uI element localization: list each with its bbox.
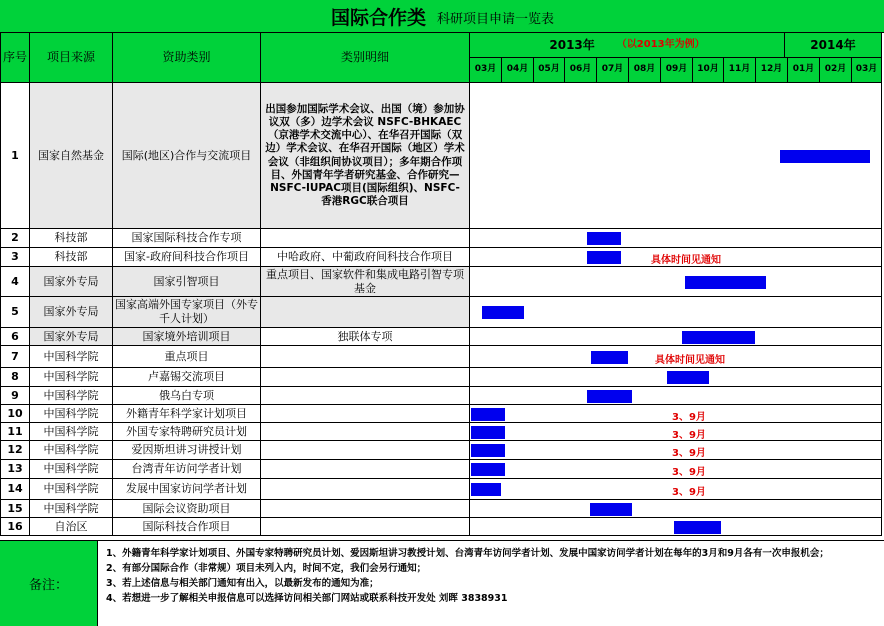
row-seq: 10 [0,405,30,423]
timeline-bar [471,463,505,476]
row-detail [261,441,470,460]
row-detail: 独联体专项 [261,328,470,346]
timeline-bar [667,371,709,384]
row-seq: 14 [0,479,30,500]
row-detail: 出国参加国际学术会议、出国（境）参加协议双（多）边学术会议 NSFC-BHKAEC（京港学术交流中心）、在华召开国际（双边）学术会议、在华召开国际（地区）学术会议（非组织间协议项目）；多年期合作项目、外国青年学者研究基金、合作研究—NSFC-IUPAC项目(国际组织)、NSFC-香港RGC联合项目 [261,83,470,229]
row-seq: 6 [0,328,30,346]
row-seq: 11 [0,423,30,441]
row-type: 发展中国家访问学者计划 [113,479,261,500]
timeline-bar [682,331,755,344]
row-seq: 2 [0,229,30,248]
row-timeline [470,267,882,297]
header-type: 资助类别 [113,33,261,83]
row-detail [261,405,470,423]
row-source: 中国科学院 [30,346,113,368]
row-detail [261,297,470,328]
row-source: 中国科学院 [30,387,113,405]
timeline-bar [674,521,721,534]
row-detail: 中哈政府、中葡政府间科技合作项目 [261,248,470,267]
row-source: 中国科学院 [30,500,113,518]
row-source: 自治区 [30,518,113,536]
row-seq: 16 [0,518,30,536]
page-title: 国际合作类 [331,7,427,29]
row-type: 国际会议资助项目 [113,500,261,518]
month-header: 01月 [788,58,820,83]
month-header: 06月 [565,58,597,83]
footer-note-4: 4、若想进一步了解相关申报信息可以选择访问相关部门网站或联系科技开发处 刘晖 3838931 [106,593,508,604]
row-detail [261,423,470,441]
timeline-bar [482,306,524,319]
timeline-note: 3、9月 [672,467,706,478]
timeline-note: 3、9月 [672,448,706,459]
month-header: 07月 [597,58,629,83]
row-seq: 12 [0,441,30,460]
header-detail: 类别明细 [261,33,470,83]
row-detail [261,346,470,368]
footer-notes [106,546,876,606]
row-detail [261,460,470,479]
timeline-bar [587,232,621,245]
footer-note-3: 3、若上述信息与相关部门通知有出入，以最新发布的通知为准； [106,578,379,589]
row-timeline [470,328,882,346]
timeline-bar [471,408,505,421]
page-subtitle: 科研项目申请一览表 [437,12,555,27]
timeline-bar [591,351,628,364]
timeline-bar [685,276,766,289]
row-source: 国家外专局 [30,328,113,346]
timeline-note: 3、9月 [672,430,706,441]
row-source: 中国科学院 [30,368,113,387]
month-header: 05月 [534,58,565,83]
month-header: 11月 [724,58,756,83]
footer-note-2: 2、有部分国际合作（非常规）项目未列入内，时间不定，我们会另行通知； [106,563,427,574]
timeline-bar [587,390,632,403]
timeline-bar [587,251,621,264]
title-bar [0,0,884,33]
row-type: 国家-政府间科技合作项目 [113,248,261,267]
row-seq: 1 [0,83,30,229]
row-seq: 13 [0,460,30,479]
row-timeline [470,297,882,328]
row-source: 国家自然基金 [30,83,113,229]
row-type: 国家国际科技合作专项 [113,229,261,248]
row-source: 科技部 [30,248,113,267]
row-seq: 3 [0,248,30,267]
row-type: 国家引智项目 [113,267,261,297]
month-header: 04月 [502,58,534,83]
row-seq: 15 [0,500,30,518]
timeline-note: 具体时间见通知 [651,255,721,266]
header-source: 项目来源 [30,33,113,83]
month-header: 10月 [693,58,724,83]
footer-note-1: 1、外籍青年科学家计划项目、外国专家特聘研究员计划、爱因斯坦讲习教授计划、台湾青年访问学者计划、发展中国家访问学者计划在每年的3月和9月各有一次申报机会； [106,548,829,559]
header-seq: 序号 [0,33,30,83]
footer-label: 备注： [0,541,98,626]
month-header: 12月 [756,58,788,83]
row-type: 爱因斯坦讲习讲授计划 [113,441,261,460]
year-2013-note: （以2013年为例） [616,38,705,50]
row-type: 台湾青年访问学者计划 [113,460,261,479]
month-header: 03月 [852,58,882,83]
row-detail [261,518,470,536]
month-header: 02月 [820,58,852,83]
row-type: 卢嘉锡交流项目 [113,368,261,387]
year-2013-label: 2013年 [549,37,595,52]
row-timeline [470,387,882,405]
header-year-2014: 2014年 [785,33,882,58]
month-header: 03月 [470,58,502,83]
row-source: 国家外专局 [30,297,113,328]
row-type: 国际(地区)合作与交流项目 [113,83,261,229]
row-type: 外籍青年科学家计划项目 [113,405,261,423]
row-source: 中国科学院 [30,460,113,479]
row-timeline [470,229,882,248]
header-year-2013 [470,33,785,58]
row-detail: 重点项目、国家软件和集成电路引智专项基金 [261,267,470,297]
row-seq: 9 [0,387,30,405]
timeline-bar [471,444,505,457]
row-seq: 4 [0,267,30,297]
timeline-bar [471,426,505,439]
row-source: 科技部 [30,229,113,248]
row-detail [261,387,470,405]
row-detail [261,479,470,500]
row-type: 国家高端外国专家项目（外专千人计划） [113,297,261,328]
row-source: 中国科学院 [30,423,113,441]
row-source: 国家外专局 [30,267,113,297]
timeline-bar [471,483,501,496]
row-detail [261,229,470,248]
row-source: 中国科学院 [30,441,113,460]
month-header: 09月 [661,58,693,83]
month-header: 08月 [629,58,661,83]
row-source: 中国科学院 [30,479,113,500]
row-seq: 5 [0,297,30,328]
row-type: 国家境外培训项目 [113,328,261,346]
row-detail [261,500,470,518]
row-type: 外国专家特聘研究员计划 [113,423,261,441]
row-detail [261,368,470,387]
timeline-note: 3、9月 [672,412,706,423]
row-type: 重点项目 [113,346,261,368]
timeline-note: 具体时间见通知 [655,355,725,366]
row-type: 国际科技合作项目 [113,518,261,536]
row-source: 中国科学院 [30,405,113,423]
timeline-bar [780,150,870,163]
timeline-bar [590,503,632,516]
row-timeline [470,500,882,518]
row-seq: 8 [0,368,30,387]
timeline-note: 3、9月 [672,487,706,498]
row-seq: 7 [0,346,30,368]
row-type: 俄乌白专项 [113,387,261,405]
